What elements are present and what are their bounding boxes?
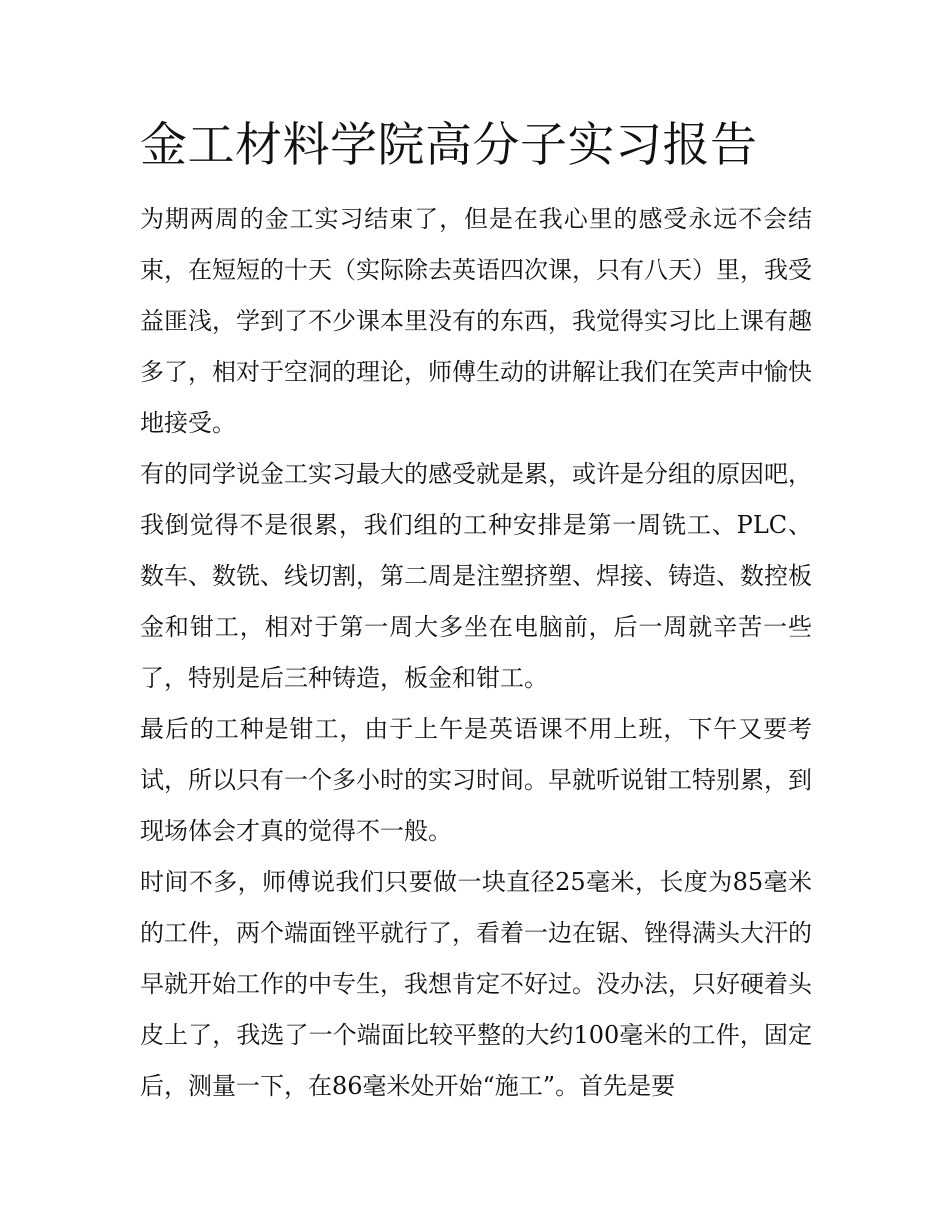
paragraph-3: 最后的工种是钳工，由于上午是英语课不用上班，下午又要考试，所以只有一个多小时的实习时间。早就听说钳工特别累，到现场体会才真的觉得不一般。 (140, 715, 812, 845)
paragraph-4: 时间不多，师傅说我们只要做一块直径25毫米，长度为85毫米的工件，两个端面锉平就行了，看着一边在锯、锉得满头大汗的早就开始工作的中专生，我想肯定不好过。没办法，只好硬着头皮上了，我选了一个端面比较平整的大约100毫米的工件，固定后，测量一下，在86毫米处开始“施工”。首先是要 (140, 868, 812, 1100)
document-title: 金工材料学院高分子实习报告 (140, 118, 758, 173)
paragraph-1: 为期两周的金工实习结束了，但是在我心里的感受永远不会结束，在短短的十天（实际除去英语四次课，只有八天）里，我受益匪浅，学到了不少课本里没有的东西，我觉得实习比上课有趣多了，相对于空洞的理论，师傅生动的讲解让我们在笑声中愉快地接受。 (140, 205, 812, 437)
document-body (140, 112, 812, 1112)
paragraph-2: 有的同学说金工实习最大的感受就是累，或许是分组的原因吧，我倒觉得不是很累，我们组的工种安排是第一周铣工、PLC、数车、数铣、线切割，第二周是注塑挤塑、焊接、铸造、数控板金和钳工，相对于第一周大多坐在电脑前，后一周就辛苦一些了，特别是后三种铸造，板金和钳工。 (140, 460, 812, 692)
